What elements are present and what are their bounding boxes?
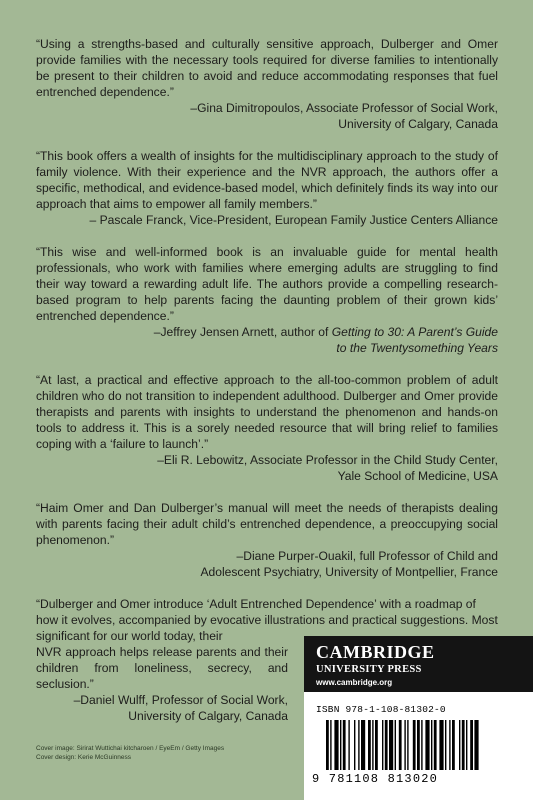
review-5 xyxy=(36,500,498,580)
review-attribution: –Daniel Wulff, Professor of Social Work, University of Calgary, Canada xyxy=(73,693,288,723)
publisher-name: CAMBRIDGE xyxy=(316,642,435,662)
publisher-panel xyxy=(304,636,533,800)
barcode-bar xyxy=(368,720,371,770)
barcode-bar xyxy=(382,720,383,770)
review-1 xyxy=(36,36,498,132)
review-3 xyxy=(36,244,498,356)
publisher-subtitle: UNIVERSITY PRESS xyxy=(316,664,422,675)
barcode-bar xyxy=(474,720,478,770)
review-quote-continued: NVR approach helps release parents and their children from loneliness, secrecy, and seclusion.” xyxy=(36,645,288,691)
review-quote: “Using a strengths-based and culturally sensitive approach, Dulberger and Omer provide families with the necessary tools required for diverse families to intentionally be present to their children to avoid and reduce accommodating responses that fuel entrenched dependence.” xyxy=(36,37,498,99)
review-narrow-column xyxy=(36,644,288,724)
barcode-bar xyxy=(434,720,437,770)
barcode-bar xyxy=(449,720,450,770)
review-quote: “This book offers a wealth of insights for the multidisciplinary approach to the study of family violence. With their experience and the NVR approach, the authors offer a specific, methodical, and evidence-based model, which definitely finds its way into our approach that aims to empower all family members.” xyxy=(36,149,498,211)
barcode-bar xyxy=(385,720,388,770)
barcode-bar xyxy=(413,720,416,770)
publisher-logo-block xyxy=(304,636,533,692)
barcode-bar xyxy=(348,720,349,770)
barcode-digits: 9 781108 813020 xyxy=(312,772,439,786)
review-quote: “Dulberger and Omer introduce ‘Adult Entrenched Dependence’ with a roadmap of how it evolves, accompanied by evocative illustrations and practical suggestions. Most significant for our world today, their xyxy=(36,597,498,643)
review-quote: “This wise and well-informed book is an invaluable guide for mental health professionals, who work with families where emerging adults are struggling to find their way toward a rewarding adult life. The authors provide a compelling research-based program to help parents facing the daunting problem of their grown kids’ entrenched dependence.” xyxy=(36,245,498,323)
review-attribution: –Jeffrey Jensen Arnett, author of Getting to 30: A Parent’s Guide to the Twentysomething Years xyxy=(153,325,498,355)
review-quote: “Haim Omer and Dan Dulberger’s manual will meet the needs of therapists dealing with parents facing their adult child’s entrenched dependence, a preoccupying social phenomenon.” xyxy=(36,501,498,547)
barcode-bar xyxy=(459,720,460,770)
barcode-bar xyxy=(372,720,373,770)
barcode-bar xyxy=(421,720,422,770)
review-4 xyxy=(36,372,498,484)
publisher-url: www.cambridge.org xyxy=(316,678,393,687)
review-attribution: –Diane Purper-Ouakil, full Professor of Child and Adolescent Psychiatry, University of Montpellier, France xyxy=(200,549,498,579)
review-attribution: –Eli R. Lebowitz, Associate Professor in the Child Study Center, Yale School of Medicine, USA xyxy=(157,453,498,483)
barcode-bar xyxy=(431,720,432,770)
cover-design-credit: Cover design: Kerie McGuinness xyxy=(36,754,132,761)
barcode-icon xyxy=(326,720,516,770)
barcode-bar xyxy=(358,720,359,770)
barcode-bar xyxy=(375,720,378,770)
barcode-bar xyxy=(425,720,429,770)
barcode-bar xyxy=(334,720,338,770)
back-cover-reviews xyxy=(36,36,498,740)
book-title: to the Twentysomething Years xyxy=(336,341,498,355)
barcode-bar xyxy=(330,720,331,770)
barcode-bar xyxy=(439,720,443,770)
review-quote: “At last, a practical and effective approach to the all-too-common problem of adult children who do not transition to independent adulthood. Dulberger and Omer provide therapists and parents with insights to understand the phenomenon and hands-on tools to address it. This is a sorely needed resource that will bring relief to families coping with a ‘failure to launch’.” xyxy=(36,373,498,451)
barcode-bar xyxy=(354,720,355,770)
barcode-bar xyxy=(417,720,420,770)
isbn-label: ISBN 978-1-108-81302-0 xyxy=(316,704,446,715)
barcode-bar xyxy=(361,720,365,770)
barcode-bar xyxy=(326,720,329,770)
barcode-bar xyxy=(407,720,408,770)
barcode-bar xyxy=(395,720,396,770)
book-title: Getting to 30: A Parent’s Guide xyxy=(331,325,498,339)
barcode-bar xyxy=(389,720,393,770)
barcode-bar xyxy=(462,720,465,770)
barcode-bar xyxy=(452,720,455,770)
barcode-bar xyxy=(404,720,405,770)
barcode-bar xyxy=(445,720,446,770)
cover-image-credit: Cover image: Sirirat Wuttichai kitcharoen / EyeEm / Getty Images xyxy=(36,745,225,752)
barcode-bar xyxy=(343,720,346,770)
barcode-bar xyxy=(470,720,473,770)
barcode-bar xyxy=(466,720,467,770)
barcode-bar xyxy=(340,720,341,770)
cover-credits xyxy=(36,744,224,762)
review-attribution: –Gina Dimitropoulos, Associate Professor of Social Work, University of Calgary, Canada xyxy=(190,101,498,131)
review-2 xyxy=(36,148,498,228)
barcode-bar xyxy=(399,720,402,770)
review-attribution: – Pascale Franck, Vice-President, European Family Justice Centers Alliance xyxy=(89,213,498,227)
